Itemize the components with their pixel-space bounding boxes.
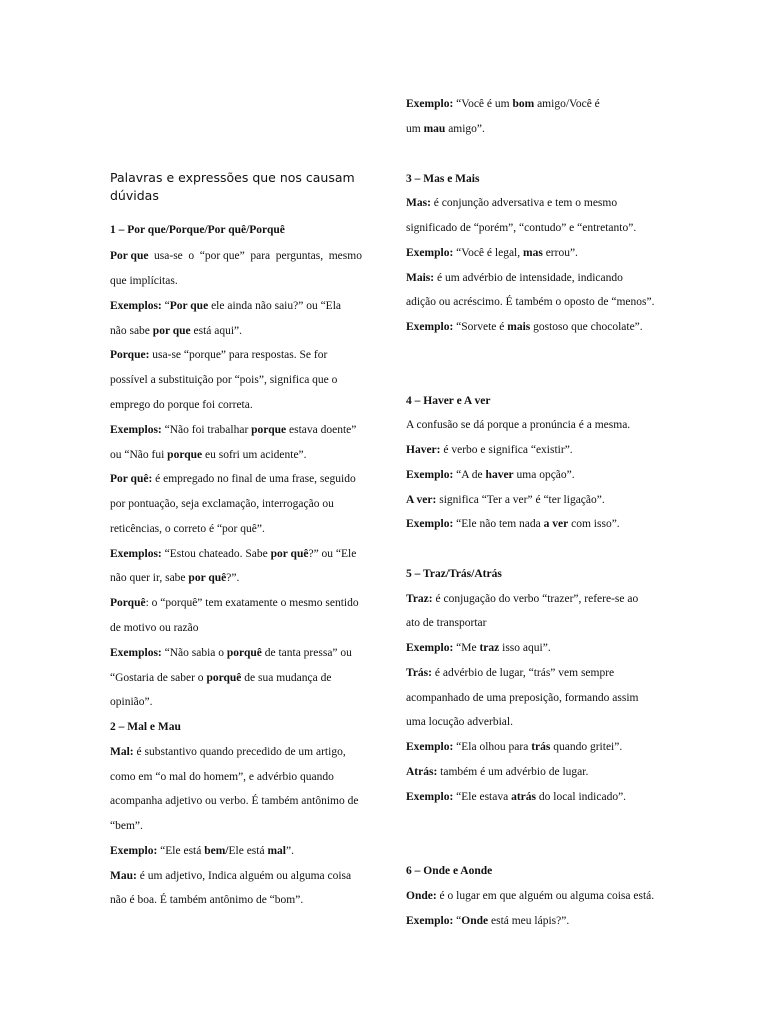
text-line	[406, 641, 551, 655]
text-line	[110, 770, 334, 784]
text-segment: amigo/Você é	[534, 98, 600, 110]
text-line	[406, 691, 638, 705]
text-segment: é um adjetivo, Indica alguém ou alguma coisa	[136, 870, 352, 882]
text-segment: está aqui”.	[190, 325, 243, 337]
bold-term: mais	[507, 321, 531, 333]
text-line	[406, 740, 622, 754]
text-segment: ato de transportar	[406, 617, 487, 629]
bold-term: Exemplo:	[110, 845, 158, 857]
bold-term: Exemplo:	[406, 98, 454, 110]
text-segment: estava doente”	[286, 424, 357, 436]
bold-term: Por que	[169, 300, 209, 312]
bold-term: porquê	[226, 647, 262, 659]
bold-term: por quê	[188, 572, 227, 584]
bold-term: Exemplos:	[110, 424, 162, 436]
text-segment: ou “Não fui	[110, 449, 168, 461]
text-line	[406, 616, 486, 630]
text-segment: “Estou chateado. Sabe	[161, 548, 271, 560]
bold-term: bom	[512, 98, 535, 110]
text-line	[110, 423, 356, 437]
text-segment: é conjugação do verbo “trazer”, refere-se ao	[432, 593, 639, 605]
bold-term: Exemplo:	[406, 741, 454, 753]
text-segment: também é um advérbio de lugar.	[437, 766, 589, 778]
bold-term: Exemplos:	[110, 647, 162, 659]
text-segment: Palavras e expressões que nos causam	[110, 170, 355, 185]
bold-term: Haver:	[406, 444, 441, 456]
bold-term: Mais:	[406, 272, 435, 284]
text-line	[110, 621, 198, 635]
bold-term: Onde:	[406, 890, 437, 902]
text-line	[110, 398, 253, 412]
text-segment: “por que”	[199, 250, 245, 262]
bold-term: por quê	[270, 548, 309, 560]
text-segment: perguntas,	[275, 250, 324, 262]
text-line	[110, 324, 242, 338]
text-segment: com isso”.	[568, 518, 620, 530]
bold-term: 2 – Mal e Mau	[110, 721, 181, 733]
text-segment: acompanhado de uma preposição, formando assim	[406, 692, 639, 704]
bold-term: 4 – Haver e A ver	[406, 395, 491, 407]
bold-term: Exemplo:	[406, 915, 454, 927]
bold-term: Mal:	[110, 746, 134, 758]
text-segment: é substantivo quando precedido de um artigo,	[133, 746, 346, 758]
bold-term: porquê	[206, 672, 242, 684]
text-segment: “	[453, 915, 462, 927]
text-line	[110, 794, 358, 808]
text-line	[406, 914, 569, 928]
text-segment: “Sorvete é	[453, 321, 508, 333]
bold-term: Trás:	[406, 667, 432, 679]
text-segment: é verbo e significa “existir”.	[440, 444, 573, 456]
text-line	[406, 246, 578, 260]
text-segment: não quer ir, sabe	[110, 572, 189, 584]
text-segment: é o lugar em que alguém ou alguma coisa está.	[436, 890, 655, 902]
text-segment: de sua mudança de	[241, 672, 332, 684]
text-line	[110, 596, 359, 610]
text-line	[110, 522, 265, 536]
text-segment: não sabe	[110, 325, 153, 337]
text-line	[110, 373, 337, 387]
bold-term: Porque:	[110, 349, 150, 361]
bold-term: Exemplo:	[406, 642, 454, 654]
bold-term: mal	[267, 845, 286, 857]
text-segment: “Ela olhou para	[453, 741, 532, 753]
text-segment: emprego do porque foi correta.	[110, 399, 253, 411]
text-line	[110, 547, 356, 561]
bold-term: Exemplos:	[110, 548, 162, 560]
text-line	[406, 889, 654, 903]
text-line	[110, 695, 152, 709]
text-segment: ele ainda não saiu?” ou “Ela	[208, 300, 342, 312]
text-line	[406, 715, 513, 729]
section-heading	[406, 567, 502, 581]
text-segment: “Não sabia o	[161, 647, 227, 659]
section-heading	[406, 864, 492, 878]
text-segment: “A de	[453, 469, 486, 481]
bold-term: a ver	[543, 518, 569, 530]
text-line	[406, 765, 588, 779]
section-heading	[406, 394, 490, 408]
text-line	[110, 646, 352, 660]
text-segment: significado de “porém”, “contudo” e “entretanto”.	[406, 222, 637, 234]
bold-term: atrás	[511, 791, 536, 803]
text-segment: “bem”.	[110, 820, 143, 832]
text-line	[110, 348, 327, 362]
text-segment: “Você é um	[453, 98, 513, 110]
text-segment: eu sofri um acidente”.	[202, 449, 307, 461]
text-segment: significa “Ter a ver” é “ter ligação”.	[436, 494, 605, 506]
text-segment: é conjunção adversativa e tem o mesmo	[430, 197, 618, 209]
text-segment: um	[406, 123, 424, 135]
bold-term: porque	[251, 424, 287, 436]
text-line	[110, 844, 294, 858]
text-segment: “Ele não tem nada	[453, 518, 544, 530]
bold-term: Por quê:	[110, 473, 153, 485]
bold-term: A ver:	[406, 494, 437, 506]
bold-term: Atrás:	[406, 766, 438, 778]
text-segment: é empregado no final de uma frase, seguido	[152, 473, 356, 485]
text-line	[406, 790, 626, 804]
text-segment: possível a substituição por “pois”, significa que o	[110, 374, 338, 386]
text-segment: dúvidas	[110, 188, 159, 203]
bold-term: mas	[523, 247, 543, 259]
text-segment: para	[250, 250, 271, 262]
text-line	[406, 517, 620, 531]
bold-term: Exemplo:	[406, 791, 454, 803]
bold-term: Traz:	[406, 593, 433, 605]
bold-term: Exemplos:	[110, 300, 162, 312]
text-segment: de motivo ou razão	[110, 622, 199, 634]
text-segment: usa-se	[154, 250, 183, 262]
text-segment: adição ou acréscimo. É também o oposto de “menos”.	[406, 296, 655, 308]
text-segment: acompanha adjetivo ou verbo. É também antônimo de	[110, 795, 359, 807]
text-segment: ?”.	[226, 572, 240, 584]
text-line	[406, 295, 654, 309]
bold-term: Mas:	[406, 197, 431, 209]
text-line	[110, 893, 303, 907]
text-segment: uma locução adverbial.	[406, 716, 513, 728]
section-heading	[110, 720, 181, 734]
text-line	[110, 448, 307, 462]
page-heading-line	[110, 188, 159, 204]
text-line	[110, 869, 351, 883]
text-segment: que implícitas.	[110, 275, 178, 287]
text-line	[406, 221, 636, 235]
text-line	[110, 671, 331, 685]
bold-term: bem/	[204, 845, 229, 857]
bold-term: mau	[423, 123, 446, 135]
text-segment: ”.	[285, 845, 294, 857]
bold-term: haver	[485, 469, 514, 481]
bold-term: 6 – Onde e Aonde	[406, 865, 493, 877]
text-line	[406, 196, 617, 210]
text-line	[110, 472, 356, 486]
bold-term: Exemplo:	[406, 321, 454, 333]
text-line	[110, 299, 341, 313]
bold-term: Exemplo:	[406, 469, 454, 481]
bold-term: Mau:	[110, 870, 137, 882]
text-segment: de tanta pressa” ou	[261, 647, 352, 659]
text-segment: opinião”.	[110, 696, 153, 708]
text-line	[110, 571, 239, 585]
text-segment: isso aqui”.	[499, 642, 551, 654]
text-line	[406, 468, 575, 482]
text-segment: não é boa. É também antônimo de “bom”.	[110, 894, 304, 906]
text-segment: o	[188, 250, 195, 262]
bold-term: 1 – Por que/Porque/Por quê/Porquê	[110, 224, 285, 236]
bold-term: 3 – Mas e Mais	[406, 173, 480, 185]
text-segment: mesmo	[328, 250, 362, 262]
text-segment: como em “o mal do homem”, e advérbio quando	[110, 771, 334, 783]
text-segment: errou”.	[542, 247, 578, 259]
text-segment: “	[161, 300, 170, 312]
text-line	[110, 819, 143, 833]
text-segment: “Gostaria de saber o	[110, 672, 207, 684]
text-segment: amigo”.	[445, 123, 485, 135]
text-line	[406, 97, 600, 111]
bold-term: Por que	[110, 250, 149, 262]
bold-term: 5 – Traz/Trás/Atrás	[406, 568, 502, 580]
text-line	[406, 418, 630, 432]
page-heading-line	[110, 170, 355, 186]
text-segment: “Ele está	[157, 845, 205, 857]
bold-term: Exemplo:	[406, 518, 454, 530]
text-line	[406, 493, 605, 507]
text-segment: usa-se “porque” para respostas. Se for	[149, 349, 328, 361]
text-segment: por pontuação, seja exclamação, interrogação ou	[110, 498, 334, 510]
text-segment: uma opção”.	[513, 469, 575, 481]
text-segment: ?” ou “Ele	[308, 548, 357, 560]
section-heading	[110, 223, 285, 237]
bold-term: por que	[152, 325, 191, 337]
bold-term: Exemplo:	[406, 247, 454, 259]
text-segment: é advérbio de lugar, “trás” vem sempre	[431, 667, 615, 679]
text-line	[406, 666, 614, 680]
text-line	[406, 122, 485, 136]
text-segment: “Ele estava	[453, 791, 512, 803]
text-segment: A confusão se dá porque a pronúncia é a mesma.	[406, 419, 631, 431]
text-segment: é um advérbio de intensidade, indicando	[434, 272, 623, 284]
section-heading	[406, 172, 479, 186]
text-line	[406, 271, 623, 285]
bold-term: porque	[167, 449, 203, 461]
text-line	[406, 320, 643, 334]
text-segment: gostoso que chocolate”.	[530, 321, 643, 333]
text-line	[406, 592, 638, 606]
text-segment: reticências, o correto é “por quê”.	[110, 523, 265, 535]
text-line	[110, 497, 334, 511]
text-segment: : o “porquê” tem exatamente o mesmo sentido	[145, 597, 359, 609]
text-segment: Ele está	[228, 845, 268, 857]
text-line	[110, 249, 362, 263]
text-segment: “Não foi trabalhar	[161, 424, 252, 436]
text-line	[110, 274, 178, 288]
text-line	[110, 745, 346, 759]
text-segment: “Me	[453, 642, 480, 654]
bold-term: Onde	[461, 915, 489, 927]
text-segment: quando gritei”.	[550, 741, 623, 753]
bold-term: traz	[479, 642, 500, 654]
text-segment: “Você é legal,	[453, 247, 523, 259]
text-segment: está meu lápis?”.	[488, 915, 570, 927]
text-line	[406, 443, 573, 457]
text-segment: do local indicado”.	[536, 791, 627, 803]
bold-term: trás	[531, 741, 551, 753]
bold-term: Porquê	[110, 597, 146, 609]
